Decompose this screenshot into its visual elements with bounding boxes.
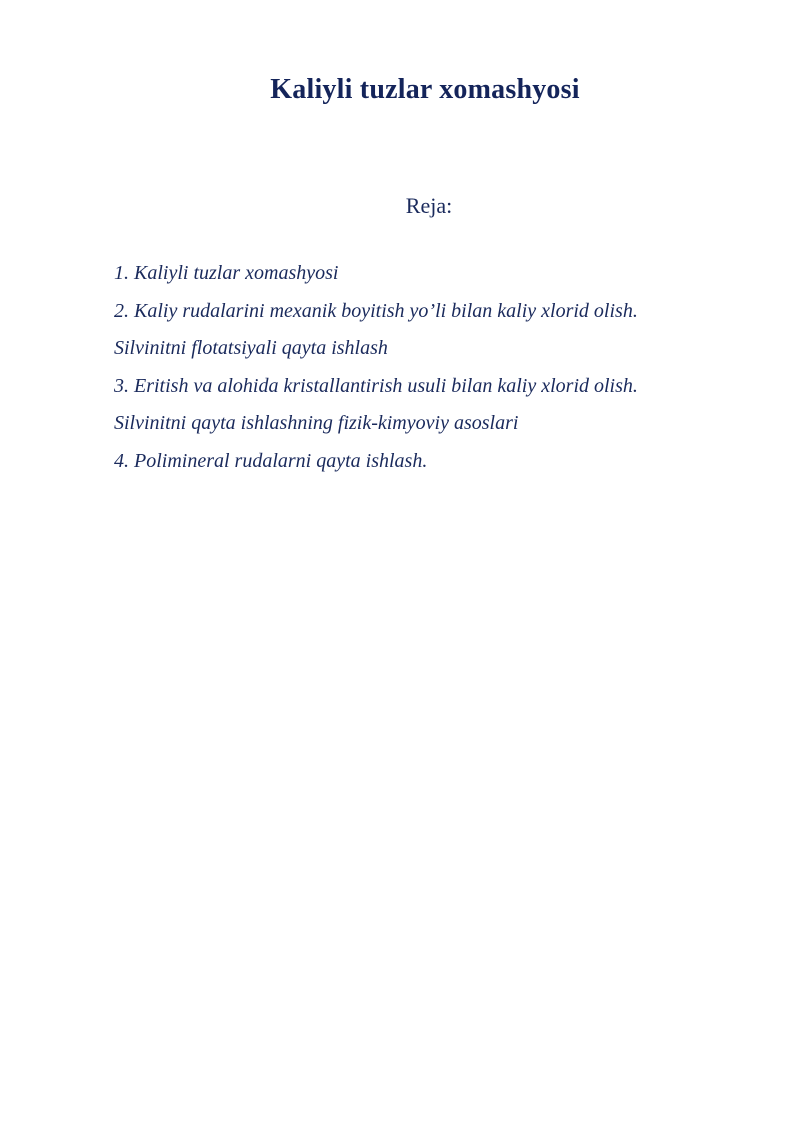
plan-item-3-continuation: Silvinitni qayta ishlashning fizik-kimyoviy asoslari	[114, 412, 519, 434]
plan-item-3: 3. Eritish va alohida kristallantirish usuli bilan kaliy xlorid olish.	[114, 374, 638, 397]
plan-item-4: 4. Polimineral rudalarni qayta ishlash.	[114, 449, 428, 472]
plan-item-2-continuation: Silvinitni flotatsiyali qayta ishlash	[114, 337, 388, 359]
page-title: Kaliyli tuzlar xomashyosi	[270, 74, 580, 105]
plan-item-2: 2. Kaliy rudalarini mexanik boyitish yo’li bilan kaliy xlorid olish.	[114, 299, 638, 322]
plan-item-1: 1. Kaliyli tuzlar xomashyosi	[114, 262, 339, 284]
plan-heading: Reja:	[405, 193, 453, 218]
plan-list	[114, 255, 754, 480]
